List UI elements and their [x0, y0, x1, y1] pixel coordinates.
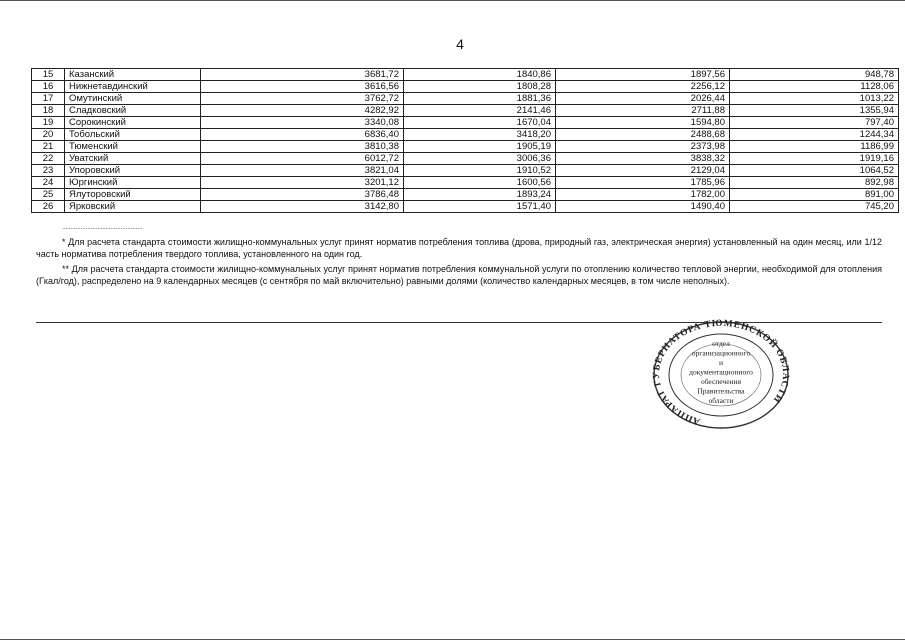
- district-name: Омутинский: [65, 93, 201, 105]
- value-col-4: 1244,34: [730, 129, 899, 141]
- value-col-3: 2256,12: [556, 81, 730, 93]
- scan-edge-top: [0, 0, 905, 1]
- value-col-1: 6836,40: [201, 129, 404, 141]
- district-name: Ярковский: [65, 201, 201, 213]
- value-col-4: 1064,52: [730, 165, 899, 177]
- district-name: Сладковский: [65, 105, 201, 117]
- stamp-text-line: организационного: [691, 348, 751, 358]
- table-row: [32, 69, 899, 81]
- value-col-1: 3142,80: [201, 201, 404, 213]
- row-number: 23: [32, 165, 65, 177]
- value-col-3: 2711,88: [556, 105, 730, 117]
- value-col-1: 6012,72: [201, 153, 404, 165]
- stamp-seal-icon: [652, 318, 790, 432]
- value-col-2: 1600,56: [404, 177, 556, 189]
- value-col-1: 4282,92: [201, 105, 404, 117]
- footnote-1: * Для расчета стандарта стоимости жилищно-коммунальных услуг принят норматив потребления топлива (дрова, природный газ, электрическая энергия) установленный на один месяц, или 1/12 часть норматива потребления твердого топлива, установленного на один год.: [36, 237, 882, 259]
- footnote-2: ** Для расчета стандарта стоимости жилищно-коммунальных услуг принят норматив потребления коммунальной услуги по отоплению количество тепловой энергии, необходимой для отопления (Гкал/год), распределено на 9 календарных месяцев (с сентября по май включительно) равными долями (количество календарных месяцев, в том числе неполных).: [36, 264, 882, 286]
- value-col-2: 1893,24: [404, 189, 556, 201]
- row-number: 21: [32, 141, 65, 153]
- value-col-1: 3786,48: [201, 189, 404, 201]
- value-col-4: 1919,16: [730, 153, 899, 165]
- stamp-text-line: отдел: [712, 339, 730, 348]
- district-name: Ялуторовский: [65, 189, 201, 201]
- value-col-3: 3838,32: [556, 153, 730, 165]
- value-col-3: 2488,68: [556, 129, 730, 141]
- value-col-2: 2141,46: [404, 105, 556, 117]
- district-name: Уватский: [65, 153, 201, 165]
- value-col-1: 3762,72: [201, 93, 404, 105]
- value-col-4: 1128,06: [730, 81, 899, 93]
- value-col-2: 1808,28: [404, 81, 556, 93]
- value-col-3: 2129,04: [556, 165, 730, 177]
- district-name: Юргинский: [65, 177, 201, 189]
- stamp-text-line: Правительства: [697, 386, 745, 396]
- value-col-2: 3418,20: [404, 129, 556, 141]
- district-name: Сорокинский: [65, 117, 201, 129]
- row-number: 20: [32, 129, 65, 141]
- value-col-1: 3681,72: [201, 69, 404, 81]
- value-col-4: 1186,99: [730, 141, 899, 153]
- footnote-separator: --------------------------------: [63, 226, 143, 232]
- value-col-3: 2373,98: [556, 141, 730, 153]
- stamp-text-line: документационного: [689, 367, 753, 377]
- value-col-2: 1840,86: [404, 69, 556, 81]
- value-col-4: 797,40: [730, 117, 899, 129]
- table-row: [32, 93, 899, 105]
- table-row: [32, 177, 899, 189]
- value-col-3: 1785,96: [556, 177, 730, 189]
- value-col-4: 948,78: [730, 69, 899, 81]
- row-number: 19: [32, 117, 65, 129]
- value-col-1: 3810,38: [201, 141, 404, 153]
- stamp-text-line: и: [718, 358, 724, 367]
- value-col-3: 1490,40: [556, 201, 730, 213]
- district-name: Тобольский: [65, 129, 201, 141]
- page-number: 4: [456, 36, 464, 52]
- row-number: 25: [32, 189, 65, 201]
- row-number: 18: [32, 105, 65, 117]
- district-name: Казанский: [65, 69, 201, 81]
- district-name: Упоровский: [65, 165, 201, 177]
- table-row: [32, 117, 899, 129]
- value-col-3: 1594,80: [556, 117, 730, 129]
- value-col-1: 3821,04: [201, 165, 404, 177]
- value-col-3: 1782,00: [556, 189, 730, 201]
- table-body: [32, 69, 899, 213]
- value-col-2: 3006,36: [404, 153, 556, 165]
- table-row: [32, 189, 899, 201]
- stamp-text-line: обеспечения: [700, 377, 742, 386]
- table-row: [32, 153, 899, 165]
- official-stamp: [652, 318, 790, 432]
- value-col-2: 1905,19: [404, 141, 556, 153]
- value-col-3: 1897,56: [556, 69, 730, 81]
- value-col-1: 3201,12: [201, 177, 404, 189]
- district-name: Нижнетавдинский: [65, 81, 201, 93]
- value-col-3: 2026,44: [556, 93, 730, 105]
- table-row: [32, 81, 899, 93]
- value-col-2: 1670,04: [404, 117, 556, 129]
- value-col-2: 1571,40: [404, 201, 556, 213]
- row-number: 24: [32, 177, 65, 189]
- district-name: Тюменский: [65, 141, 201, 153]
- value-col-4: 745,20: [730, 201, 899, 213]
- value-col-4: 891,00: [730, 189, 899, 201]
- table-row: [32, 201, 899, 213]
- row-number: 17: [32, 93, 65, 105]
- row-number: 22: [32, 153, 65, 165]
- row-number: 26: [32, 201, 65, 213]
- value-col-1: 3340,08: [201, 117, 404, 129]
- table-row: [32, 141, 899, 153]
- value-col-2: 1910,52: [404, 165, 556, 177]
- value-col-2: 1881,36: [404, 93, 556, 105]
- value-col-4: 892,98: [730, 177, 899, 189]
- value-col-4: 1013,22: [730, 93, 899, 105]
- table-row: [32, 165, 899, 177]
- table-row: [32, 105, 899, 117]
- fuel-cost-table: [31, 68, 899, 213]
- row-number: 15: [32, 69, 65, 81]
- row-number: 16: [32, 81, 65, 93]
- value-col-1: 3616,56: [201, 81, 404, 93]
- value-col-4: 1355,94: [730, 105, 899, 117]
- svg-text:АППАРАТ ГУБЕРНАТОРА ТЮМЕНСКОЙ: АППАРАТ ГУБЕРНАТОРА ТЮМЕНСКОЙ ОБЛАСТИ: [652, 318, 790, 427]
- stamp-text-line: области: [708, 396, 734, 405]
- table-row: [32, 129, 899, 141]
